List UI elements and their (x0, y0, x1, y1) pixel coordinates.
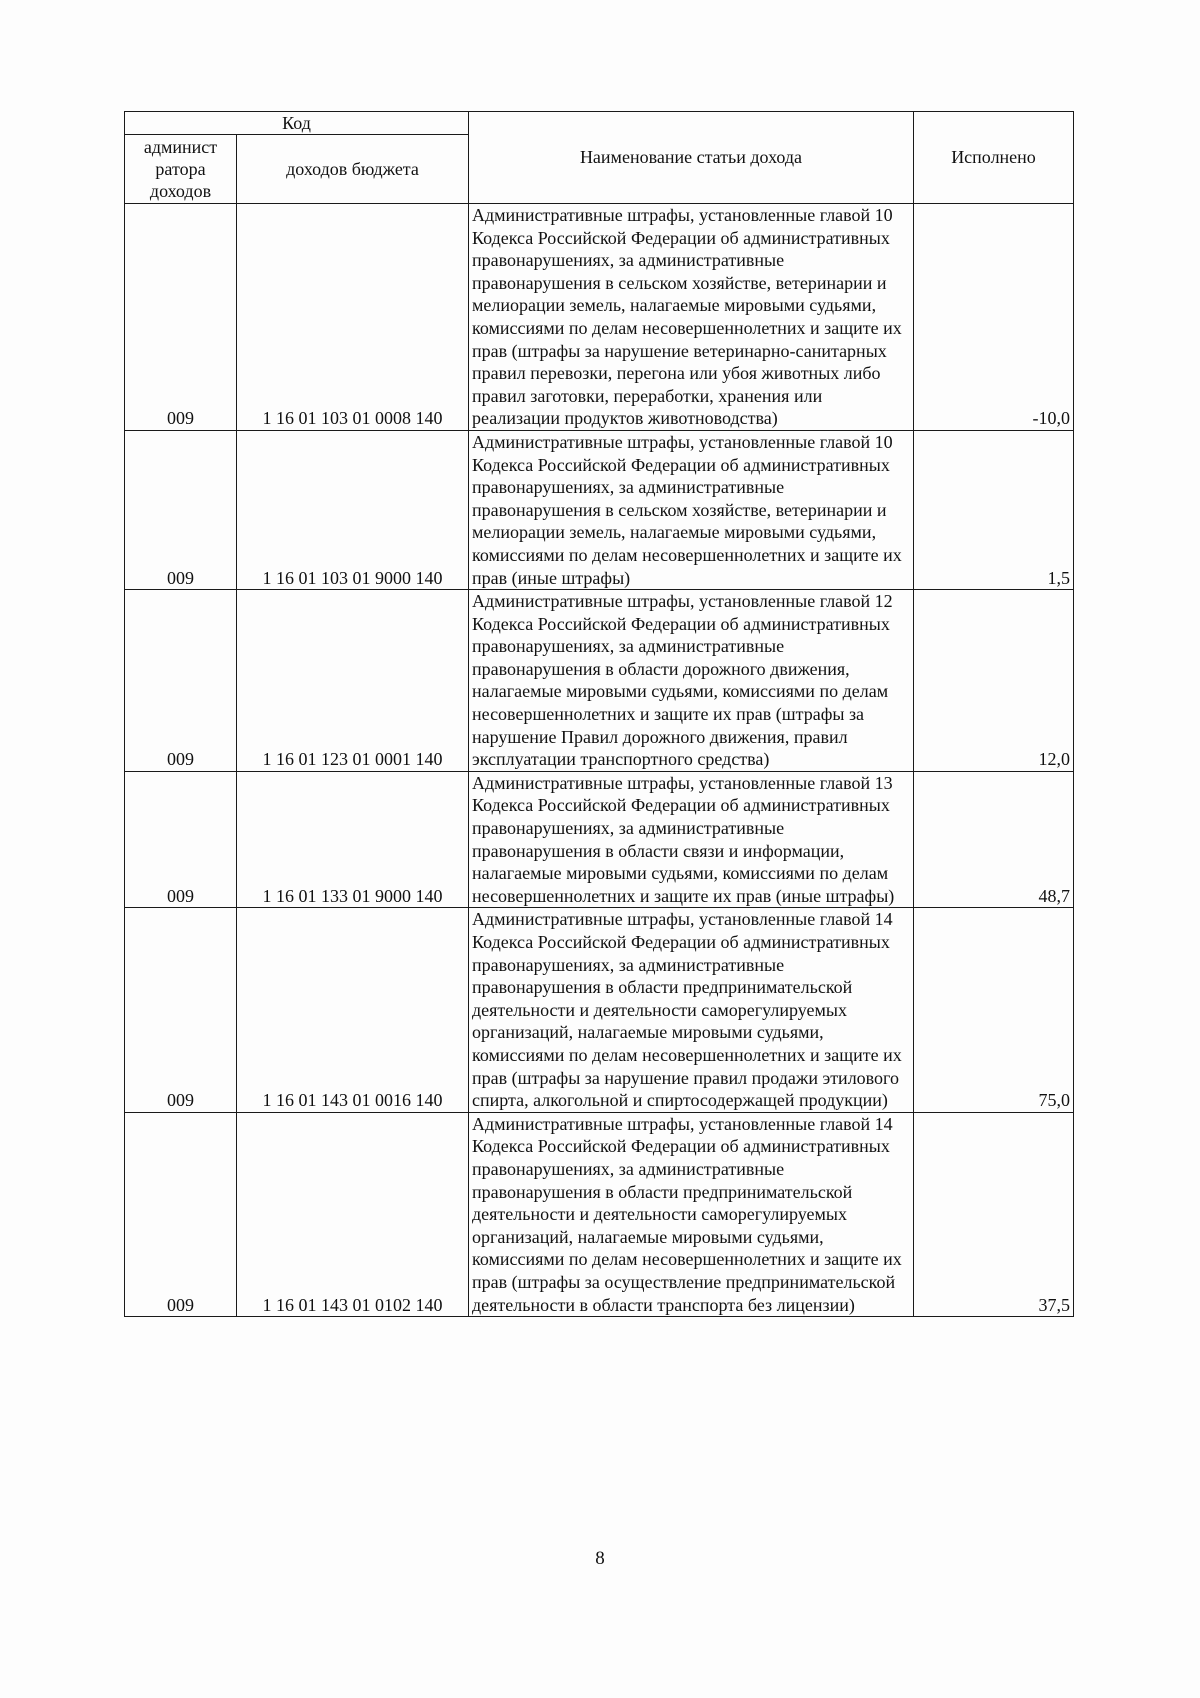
budget-code-cell: 1 16 01 143 01 0102 140 (237, 1112, 469, 1316)
revenue-name-cell: Административные штрафы, установленные главой 13 Кодекса Российской Федерации об административных правонарушениях, за административные правонарушения в области связи и информации, налагаемые мировыми судьями, комиссиями по делам несовершеннолетних и защите их прав (иные штрафы) (469, 771, 914, 908)
admin-code-cell: 009 (125, 590, 237, 772)
admin-code-cell: 009 (125, 1112, 237, 1316)
executed-amount-cell: 1,5 (914, 430, 1074, 589)
admin-code-cell: 009 (125, 908, 237, 1112)
admin-code-cell: 009 (125, 204, 237, 431)
budget-code-cell: 1 16 01 123 01 0001 140 (237, 590, 469, 772)
budget-code-cell: 1 16 01 133 01 9000 140 (237, 771, 469, 908)
revenue-name-cell: Административные штрафы, установленные главой 14 Кодекса Российской Федерации об административных правонарушениях, за административные правонарушения в области предпринимательской деятельности и деятельности саморегулируемых организаций, налагаемые мировыми судьями, комиссиями по делам несовершеннолетних и защите их прав (штрафы за осуществление предпринимательской деятельности в области транспорта без лицензии) (469, 1112, 914, 1316)
header-row-top (125, 112, 1074, 135)
budget-code-cell: 1 16 01 103 01 9000 140 (237, 430, 469, 589)
table-row (125, 771, 1074, 908)
budget-code-cell: 1 16 01 103 01 0008 140 (237, 204, 469, 431)
header-executed: Исполнено (914, 112, 1074, 204)
admin-code-cell: 009 (125, 430, 237, 589)
executed-amount-cell: 12,0 (914, 590, 1074, 772)
table-row (125, 1112, 1074, 1316)
table-row (125, 430, 1074, 589)
executed-amount-cell: -10,0 (914, 204, 1074, 431)
table-row (125, 908, 1074, 1112)
executed-amount-cell: 75,0 (914, 908, 1074, 1112)
header-admin: админист ратора доходов (125, 135, 237, 204)
budget-code-cell: 1 16 01 143 01 0016 140 (237, 908, 469, 1112)
admin-code-cell: 009 (125, 771, 237, 908)
revenue-name-cell: Административные штрафы, установленные главой 10 Кодекса Российской Федерации об административных правонарушениях, за административные правонарушения в сельском хозяйстве, ветеринарии и мелиорации земель, налагаемые мировыми судьями, комиссиями по делам несовершеннолетних и защите их прав (штрафы за нарушение ветеринарно-санитарных правил перевозки, перегона или убоя животных либо правил заготовки, переработки, хранения или реализации продуктов животноводства) (469, 204, 914, 431)
revenue-table (124, 111, 1074, 1317)
header-code-group: Код (125, 112, 469, 135)
header-budget-code: доходов бюджета (237, 135, 469, 204)
revenue-name-cell: Административные штрафы, установленные главой 12 Кодекса Российской Федерации об административных правонарушениях, за административные правонарушения в области дорожного движения, налагаемые мировыми судьями, комиссиями по делам несовершеннолетних и защите их прав (штрафы за нарушение Правил дорожного движения, правил эксплуатации транспортного средства) (469, 590, 914, 772)
table-row (125, 590, 1074, 772)
executed-amount-cell: 48,7 (914, 771, 1074, 908)
table-row (125, 204, 1074, 431)
executed-amount-cell: 37,5 (914, 1112, 1074, 1316)
revenue-name-cell: Административные штрафы, установленные главой 14 Кодекса Российской Федерации об административных правонарушениях, за административные правонарушения в области предпринимательской деятельности и деятельности саморегулируемых организаций, налагаемые мировыми судьями, комиссиями по делам несовершеннолетних и защите их прав (штрафы за нарушение правил продажи этилового спирта, алкогольной и спиртосодержащей продукции) (469, 908, 914, 1112)
page-number: 8 (595, 1548, 605, 1569)
revenue-name-cell: Административные штрафы, установленные главой 10 Кодекса Российской Федерации об административных правонарушениях, за административные правонарушения в сельском хозяйстве, ветеринарии и мелиорации земель, налагаемые мировыми судьями, комиссиями по делам несовершеннолетних и защите их прав (иные штрафы) (469, 430, 914, 589)
header-revenue-name: Наименование статьи дохода (469, 112, 914, 204)
